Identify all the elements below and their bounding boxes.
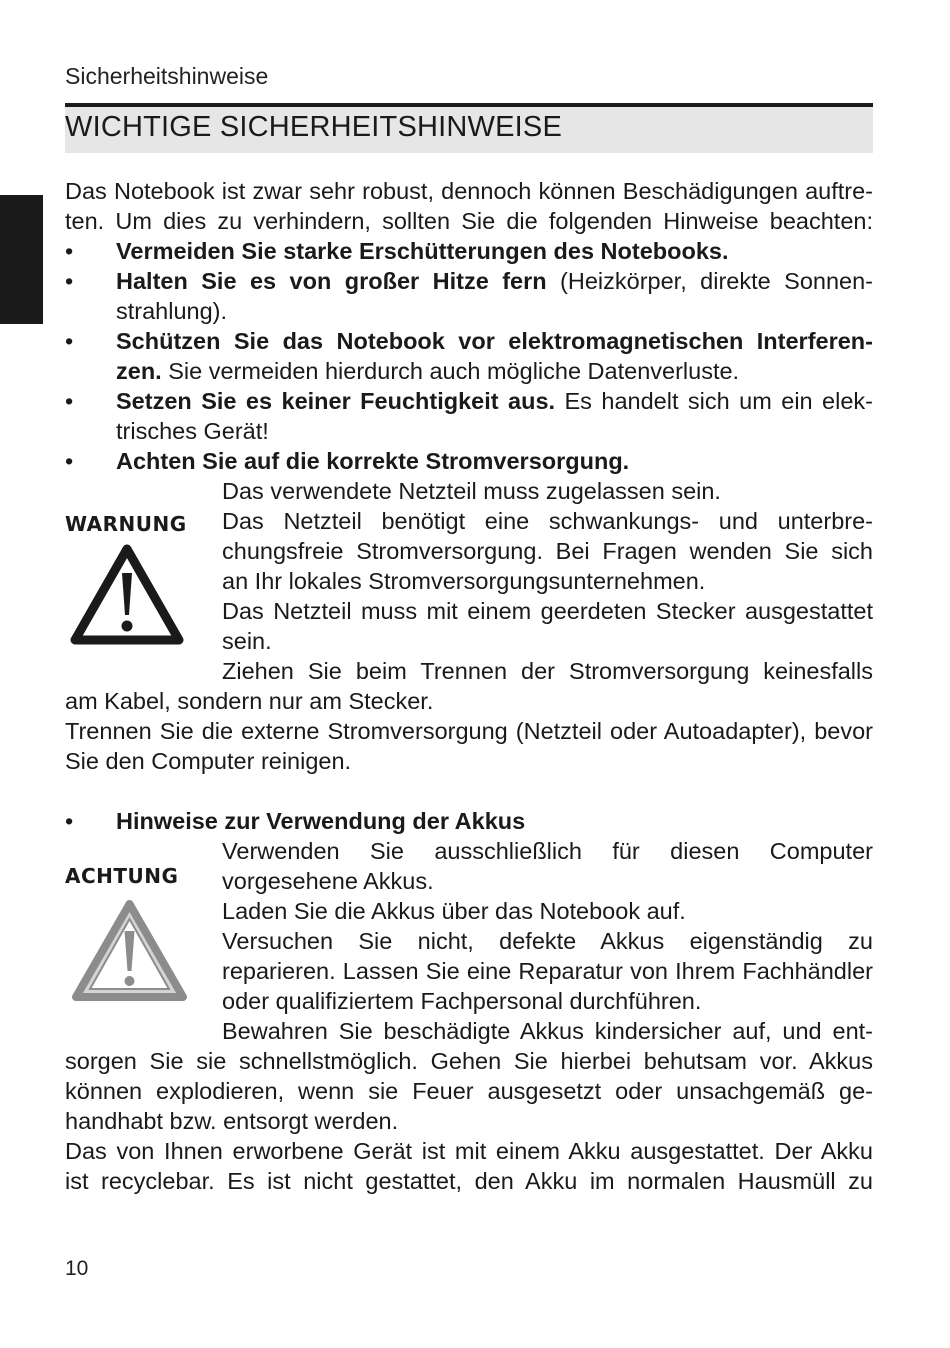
bullet-bold: Halten Sie es von großer Hitze fern — [116, 268, 547, 294]
caution-line: Bewahren Sie beschädigte Akkus kindersicher auf, und ent- — [222, 1018, 873, 1044]
bullet-continuation — [116, 356, 873, 386]
caution-line: oder qualifiziertem Fachpersonal durchführen. — [222, 988, 702, 1014]
battery-heading — [116, 806, 873, 836]
caution-triangle-icon — [69, 897, 190, 1005]
bullet-text: Es handelt sich um ein elek- — [555, 388, 873, 414]
caution-line: Verwenden Sie ausschließlich für diesen Computer — [222, 838, 873, 864]
warning-line: chungsfreie Stromversorgung. Bei Fragen wenden Sie sich — [222, 538, 873, 564]
section-title: WICHTIGE SICHERHEITSHINWEISE — [65, 111, 563, 143]
intro-line: Das Notebook ist zwar sehr robust, dennoch können Beschädigungen auftre- — [65, 178, 873, 204]
warning-line: Ziehen Sie beim Trennen der Stromversorgung keinesfalls — [222, 658, 873, 684]
warning-line: Das Netzteil muss mit einem geerdeten Stecker ausgestattet — [222, 598, 873, 624]
body-line: ist recyclebar. Es ist nicht gestattet, den Akku im normalen Hausmüll zu — [65, 1168, 873, 1194]
bullet-item — [116, 326, 873, 356]
warning-line: an Ihr lokales Stromversorgungsunternehmen. — [222, 568, 706, 594]
body-line: Sie den Computer reinigen. — [65, 748, 352, 774]
bullet-dot: • — [65, 268, 74, 294]
caution-line: vorgesehene Akkus. — [222, 868, 434, 894]
caution-line: reparieren. Lassen Sie eine Reparatur von Ihrem Fachhändler — [222, 958, 873, 984]
bullet-continuation: strahlung). — [116, 298, 228, 324]
bullet-bold: Hinweise zur Verwendung der Akkus — [116, 808, 526, 834]
bullet-dot: • — [65, 448, 74, 474]
bullet-bold: Vermeiden Sie starke Erschütterungen des Notebooks. — [116, 238, 729, 264]
page-number: 10 — [65, 1257, 89, 1280]
bullet-bold: zen. — [116, 358, 162, 384]
warning-triangle-icon — [69, 543, 185, 647]
body-line: sorgen Sie sie schnellstmöglich. Gehen Sie hierbei behutsam vor. Akkus — [65, 1048, 873, 1074]
intro-line: ten. Um dies zu verhindern, sollten Sie die folgenden Hinweise beachten: — [65, 208, 873, 234]
chapter-tab-marker — [0, 195, 43, 324]
bullet-item — [116, 266, 873, 296]
warning-line: Das Netzteil benötigt eine schwankungs- und unterbre- — [222, 508, 873, 534]
body-line: können explodieren, wenn sie Feuer ausgesetzt oder unsachgemäß ge- — [65, 1078, 873, 1104]
body-line: am Kabel, sondern nur am Stecker. — [65, 688, 434, 714]
body-line: Das von Ihnen erworbene Gerät ist mit einem Akku ausgestattet. Der Akku — [65, 1138, 873, 1164]
body-line: Trennen Sie die externe Stromversorgung (Netzteil oder Autoadapter), bevor — [65, 718, 873, 744]
running-header: Sicherheitshinweise — [65, 63, 269, 89]
warning-line: Das verwendete Netzteil muss zugelassen sein. — [222, 478, 721, 504]
bullet-text: Sie vermeiden hierdurch auch mögliche Datenverluste. — [161, 358, 740, 384]
caution-line: Laden Sie die Akkus über das Notebook auf. — [222, 898, 686, 924]
bullet-dot: • — [65, 328, 74, 354]
bullet-text: (Heizkörper, direkte Sonnen- — [546, 268, 873, 294]
bullet-item — [116, 236, 873, 266]
caution-label: ACHTUNG — [65, 864, 179, 888]
bullet-dot: • — [65, 238, 74, 264]
bullet-bold: Setzen Sie es keiner Feuchtigkeit aus. — [116, 388, 556, 414]
body-line: handhabt bzw. entsorgt werden. — [65, 1108, 399, 1134]
warning-line: sein. — [222, 628, 272, 654]
bullet-bold: Achten Sie auf die korrekte Stromversorgung. — [116, 448, 630, 474]
bullet-bold: Schützen Sie das Notebook vor elektromagnetischen Interferen- — [116, 328, 873, 354]
warning-label: WARNUNG — [65, 512, 187, 536]
bullet-item — [116, 386, 873, 416]
bullet-item — [116, 446, 873, 476]
bullet-dot: • — [65, 388, 74, 414]
caution-line: Versuchen Sie nicht, defekte Akkus eigenständig zu — [222, 928, 873, 954]
bullet-dot: • — [65, 808, 74, 834]
bullet-continuation: trisches Gerät! — [116, 418, 269, 444]
